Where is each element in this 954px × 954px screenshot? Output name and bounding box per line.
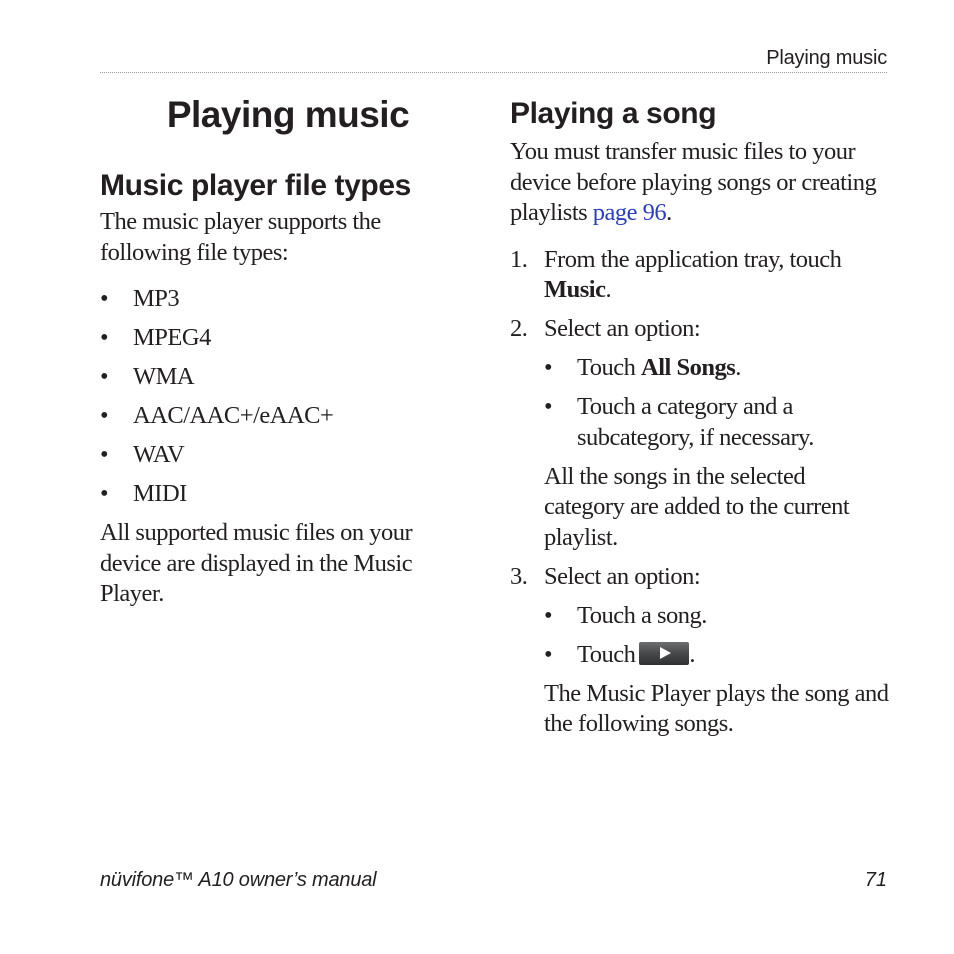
page-title: Playing music [166, 94, 410, 135]
list-item: • WAV [100, 440, 470, 471]
file-types-intro: The music player supports the following file types: [100, 208, 381, 266]
file-types-outro: All supported music files on your device are displayed in the Music Player. [100, 519, 413, 607]
playing-song-intro: You must transfer music files to your device before playing songs or creating playlists page 96. [510, 138, 877, 226]
step-2: 2. Select an option: • Touch All Songs. • Touch a category and a subcategory, if necessary. All the songs in the selected category are added to the current playlist. [510, 314, 890, 553]
step-3-note: The Music Player plays the song and the following songs. [544, 679, 889, 737]
footer-manual-title: nüvifone™ A10 owner’s manual [100, 869, 377, 891]
file-types-list [100, 284, 470, 510]
right-column [510, 92, 890, 740]
left-column [100, 92, 470, 610]
steps-list [510, 245, 890, 740]
step-2-note: All the songs in the selected category are added to the current playlist. [544, 462, 850, 551]
play-icon [639, 642, 689, 665]
list-item: • WMA [100, 362, 470, 393]
list-item: • Touch a song. [544, 601, 890, 632]
step-3: 3. Select an option: • Touch a song. • Touch . The Music Player plays the song and the following songs. [510, 562, 890, 740]
step-2-options [544, 353, 890, 453]
section-heading-playing-song: Playing a song [510, 97, 717, 130]
step-3-options [544, 601, 890, 671]
music-label: Music [544, 276, 606, 303]
section-heading-file-types: Music player file types [100, 169, 411, 202]
list-item: • AAC/AAC+/eAAC+ [100, 401, 470, 432]
page-number: 71 [864, 869, 887, 891]
list-item: • Touch a category and a subcategory, if necessary. [544, 392, 890, 453]
list-item: • Touch . [544, 640, 890, 671]
list-item: • MPEG4 [100, 323, 470, 354]
list-item: • Touch All Songs. [544, 353, 890, 384]
list-item: • MP3 [100, 284, 470, 315]
header-divider [100, 72, 887, 73]
running-header: Playing music [766, 47, 887, 69]
list-item: • MIDI [100, 479, 470, 510]
page-link[interactable]: page 96 [592, 199, 667, 226]
step-1: 1. From the application tray, touch Music. [510, 245, 842, 303]
all-songs-label: All Songs [641, 354, 736, 381]
